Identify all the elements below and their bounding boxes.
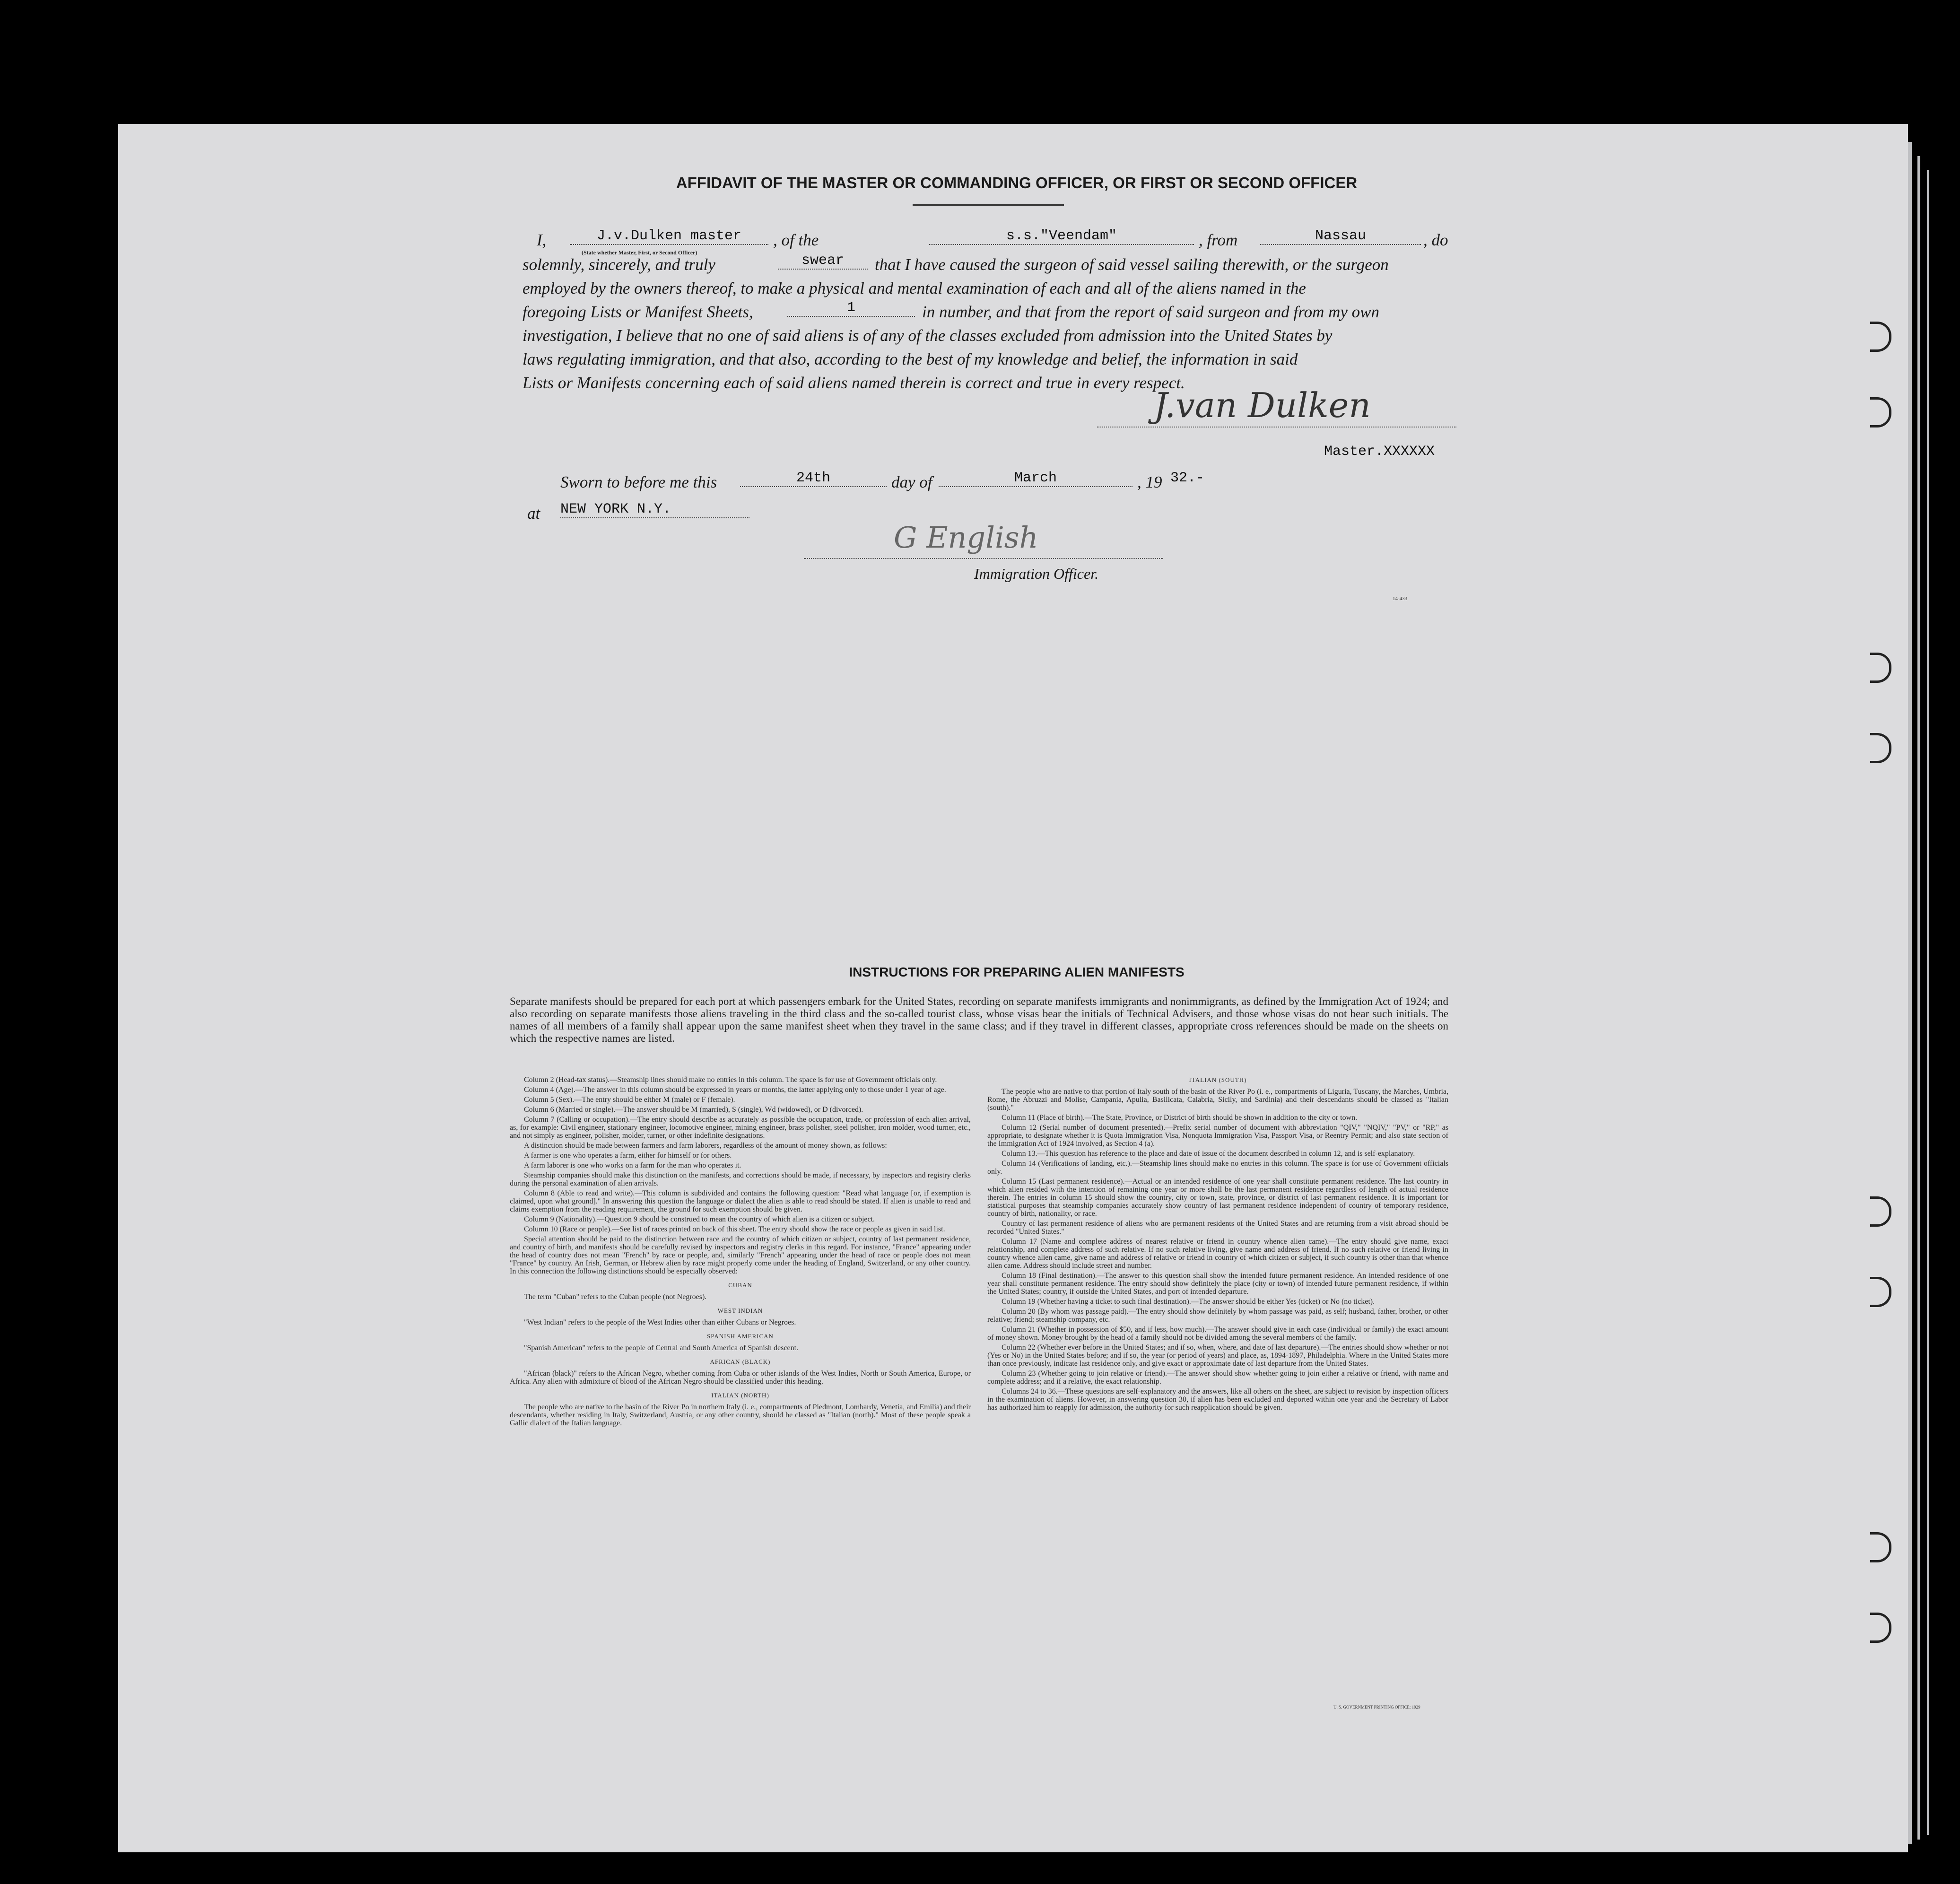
paragraph: Column 13.—This question has reference to the place and date of issue of the document described in column 12, and is self-explanatory. [1002,1150,1415,1158]
page-edge [1908,142,1912,1844]
port-field: Nassau [1260,228,1421,245]
paragraph: Column 9 (Nationality).—Question 9 should be construed to mean the country of which alien is a citizen or subject. [524,1215,875,1223]
section-heading: AFRICAN (BLACK) [710,1358,771,1365]
paragraph: "West Indian" refers to the people of the West Indies other than either Cubans or Negroes. [524,1318,796,1326]
section-heading: ITALIAN (NORTH) [711,1392,769,1399]
officer-field: J.v.Dulken master [570,228,768,245]
paragraph: The people who are native to the basin of the River Po in northern Italy (i. e., compartments of Piedmont, Lombardy, Venetia, and Emilia) and their descendants, whether residing in Italy, Switzerland, Austria, or any other country, should be classed as "Italian (north)." Most of these people speak a Gallic dialect of the Italian language. [510,1403,971,1427]
text-of-the: , of the [773,231,819,249]
paragraph: Column 18 (Final destination).—The answer to this question shall show the intended future permanent residence. An intended residence of one year shall constitute permanent residence. The entry should show definitely the place (city or town) of intended future permanent residence, if within the United States; country, if outside the United States, and port of intended departure. [987,1272,1448,1296]
paragraph: Column 17 (Name and complete address of nearest relative or friend in country whence alien came).—The entry should give name, exact relationship, and complete address of such relative. If no such relative living, give name and address of friend. If no such relative or friend living in country whence alien came, give name and address of relative or friend in country of which citizen or subject, if such country is other than that whence alien came. Address should include street and number. [987,1238,1448,1270]
text-from: , from [1199,231,1238,249]
paragraph: "African (black)" refers to the African Negro, whether coming from Cuba or other islands of the West Indies, North or South America, Europe, or Africa. Any alien with admixture of blood of the African Negro should be classified under this heading. [510,1369,971,1386]
sheets-field: 1 [787,300,915,317]
affidavit-line-6 [523,350,1449,369]
section-heading: SPANISH AMERICAN [707,1333,774,1340]
page-edge [1927,170,1929,1835]
section-heading: ITALIAN (SOUTH) [1189,1076,1247,1083]
text-in-number: in number, and that from the report of said surgeon and from my own [922,303,1380,321]
officer-title: Immigration Officer. [974,565,1099,582]
text-at: at [527,504,540,523]
section-heading: WEST INDIAN [717,1307,763,1314]
paragraph: A farmer is one who operates a farm, either for himself or for others. [524,1151,732,1160]
affidavit-line-3 [523,279,1449,298]
master-title: Master.XXXXXX [1324,444,1435,460]
paragraph: The term "Cuban" refers to the Cuban people (not Negroes). [524,1293,707,1301]
day-field: 24th [740,470,887,487]
paragraph: "Spanish American" refers to the people of Central and South America of Spanish descent. [524,1344,799,1352]
text-foregoing: foregoing Lists or Manifest Sheets, [523,303,753,321]
paragraph: Column 14 (Verifications of landing, etc.).—Steamship lines should make no entries in this column. The space is for use of Government officials only. [987,1160,1448,1176]
paragraph: Column 12 (Serial number of document presented).—Prefix serial number of document with abbreviation "QIV," "NQIV," "PV," or "RP," as appropriate, to designate whether it is Quota Immigration Visa, Nonquota Immigration Visa, Passport Visa, or Reentry Permit; and also state section of the Immigration Act of 1924 involved, as Section 4 (a). [987,1124,1448,1148]
paragraph: Country of last permanent residence of aliens who are permanent residents of the United States and are returning from a visit abroad should be recorded "United States." [987,1220,1448,1236]
paragraph: Column 5 (Sex).—The entry should be either M (male) or F (female). [524,1096,735,1104]
text-i: I, [537,231,547,249]
text-solemnly: solemnly, sincerely, and truly [523,255,715,274]
paragraph: A distinction should be made between farmers and farm laborers, regardless of the amount of money shown, as follows: [524,1142,887,1150]
text-line7: Lists or Manifests concerning each of said aliens named therein is correct and true in every respect. [523,374,1185,392]
instructions-title: INSTRUCTIONS FOR PREPARING ALIEN MANIFESTS [849,965,1185,979]
paragraph: Special attention should be paid to the distinction between race and the country of which citizen or subject, country of last permanent residence, and country of birth, and manifests should be carefully revised by inspectors and registry clerks in this regard. For instance, "France" appearing under the head of country does not mean "French" by race or people, and, similarly "French" appearing under the head of race or people does not mean "France" by country. An Irish, German, or Hebrew alien by race might properly come under the heading of England, Switzerland, or any other country. In this connection the following distinctions should be especially observed: [510,1235,971,1275]
text-sworn: Sworn to before me this [560,473,717,491]
vessel-field: s.s."Veendam" [929,228,1194,245]
place-field: NEW YORK N.Y. [560,501,749,518]
month-field: March [939,470,1132,487]
affidavit-line-5 [523,326,1449,345]
instructions-left-column [510,1076,971,1429]
paragraph: Columns 24 to 36.—These questions are self-explanatory and the answers, like all others on the sheet, are subject to revision by inspection officers in the examination of aliens. However, in answering question 30, if alien has been excluded and deported within one year and the Secretary of Labor has authorized him to reapply for admission, the authority for such reapplication should be given. [987,1387,1448,1412]
form-number: 14-433 [1393,596,1408,602]
paragraph: Column 11 (Place of birth).—The State, Province, or District of birth should be shown in addition to the city or town. [1002,1114,1358,1122]
paragraph: Column 10 (Race or people).—See list of races printed on back of this sheet. The entry should show the race or people as given in said list. [524,1225,945,1233]
master-signature: J.van Dulken [1154,385,1371,425]
paragraph: Column 2 (Head-tax status).—Steamship lines should make no entries in this column. The space is for use of Government officials only. [524,1076,937,1084]
text-19: , 19 [1137,473,1162,491]
affidavit-title: AFFIDAVIT OF THE MASTER OR COMMANDING OFFICER, OR FIRST OR SECOND OFFICER [676,174,1358,192]
paragraph: Column 15 (Last permanent residence).—Actual or an intended residence of one year shall constitute permanent residence. The last country in which alien resided with the intention of remaining one year or more shall be the last permanent residence regardless of length of actual residence therein. The entries in column 15 should show the country, city or town, state, province, or district of last permanent residence. It is important for statistical purposes that steamship companies accurately show country of last permanent residence independent of country of temporary residence, country of birth, nationality, or race. [987,1178,1448,1218]
paragraph: Column 21 (Whether in possession of $50, and if less, how much).—The answer should give in each case (individual or family) the exact amount of money shown. Money brought by the head of a family should not be divided among the several members of the family. [987,1326,1448,1342]
paragraph: Column 20 (By whom was passage paid).—The entry should show definitely by whom passage was paid, as self; husband, father, brother, or other relative; friend; steamship company, etc. [987,1308,1448,1324]
paragraph: Steamship companies should make this distinction on the manifests, and corrections should be made, if necessary, by inspectors and registry clerks during the personal examination of alien arrivals. [510,1171,971,1187]
paragraph: Column 8 (Able to read and write).—This column is subdivided and contains the following question: "Read what language [or, if exemption is claimed, upon what ground]." In answering this question the language or dialect the alien is able to read should be stated. If alien is unable to read and claims exemption from the reading requirement, the ground for such exemption should be given. [510,1189,971,1213]
text-line6: laws regulating immigration, and that also, according to the best of my knowledge and belief, the information in said [523,350,1298,368]
title-rule [913,204,1064,206]
page-edge [1917,156,1920,1840]
year-field: 32.- [1170,470,1205,486]
paragraph: Column 6 (Married or single).—The answer should be M (married), S (single), Wd (widowed), or D (divorced). [524,1106,863,1114]
officer-signature-line [804,558,1163,559]
text-line5: investigation, I believe that no one of said aliens is of any of the classes excluded from admission into the United States by [523,326,1333,345]
paragraph: Column 4 (Age).—The answer in this column should be expressed in years or months, the latter applying only to those under 1 year of age. [524,1086,946,1094]
paragraph: A farm laborer is one who works on a farm for the man who operates it. [524,1161,741,1169]
paragraph: Column 22 (Whether ever before in the United States; and if so, when, where, and date of last departure).—The entries should show whether or not (Yes or No) in the United States before; and if so, the year (or period of years) and place, as, 1894-1897, Philadelphia. Where in the United States more than once previously, indicate last residence only, and give exact or approximate date of last departure from the United States. [987,1343,1448,1368]
instructions-right-column [987,1076,1448,1413]
text-line3: employed by the owners thereof, to make a physical and mental examination of each and all of the aliens named in the [523,279,1306,297]
section-heading: CUBAN [728,1282,752,1289]
printer-imprint: U. S. GOVERNMENT PRINTING OFFICE: 1929 [1333,1705,1420,1710]
text-that: that I have caused the surgeon of said vessel sailing therewith, or the surgeon [875,255,1389,274]
instructions-intro: Separate manifests should be prepared for each port at which passengers embark for the United States, recording on separate manifests immigrants and nonimmigrants, as defined by the Immigration Act of 1924; and also recording on separate manifests those aliens traveling in the third class and the so-called tourist class, whose visas bear the initials of Technical Advisers, and those whose visas do not bear such initials. The names of all members of a family shall appear upon the same manifest sheet when they travel in the same class; and if they travel in different classes, appropriate cross references should be made on the sheets on which the respective names are listed. [510,995,1448,1044]
officer-note: (State whether Master, First, or Second Officer) [582,249,697,256]
paragraph: Column 7 (Calling or occupation).—The entry should describe as accurately as possible the occupation, trade, or profession of each alien arrival, as, for example: Civil engineer, stationary engineer, locomotive engineer, mining engineer, brass polisher, steel polisher, iron molder, wood turner, etc., and not simply as engineer, polisher, molder, turner, or other indefinite designations. [510,1116,971,1140]
text-day-of: day of [891,473,932,491]
officer-signature: G English [894,520,1038,555]
text-do: , do [1423,231,1448,249]
paragraph: The people who are native to that portion of Italy south of the basin of the River Po (i. e., compartments of Liguria, Tuscany, the Marches, Umbria, Rome, the Abruzzi and Molise, Campania, Apulia, Basilicata, Calabria, Sicily, and Sardinia) and their descendants should be classed as "Italian (south)." [987,1088,1448,1112]
paragraph: Column 23 (Whether going to join relative or friend).—The answer should show whether going to join either a relative or friend, with name and complete address; and if a relative, the exact relationship. [987,1369,1448,1386]
oath-field: swear [778,253,868,270]
paragraph: Column 19 (Whether having a ticket to such final destination).—The answer should be either Yes (ticket) or No (no ticket). [1002,1298,1375,1306]
